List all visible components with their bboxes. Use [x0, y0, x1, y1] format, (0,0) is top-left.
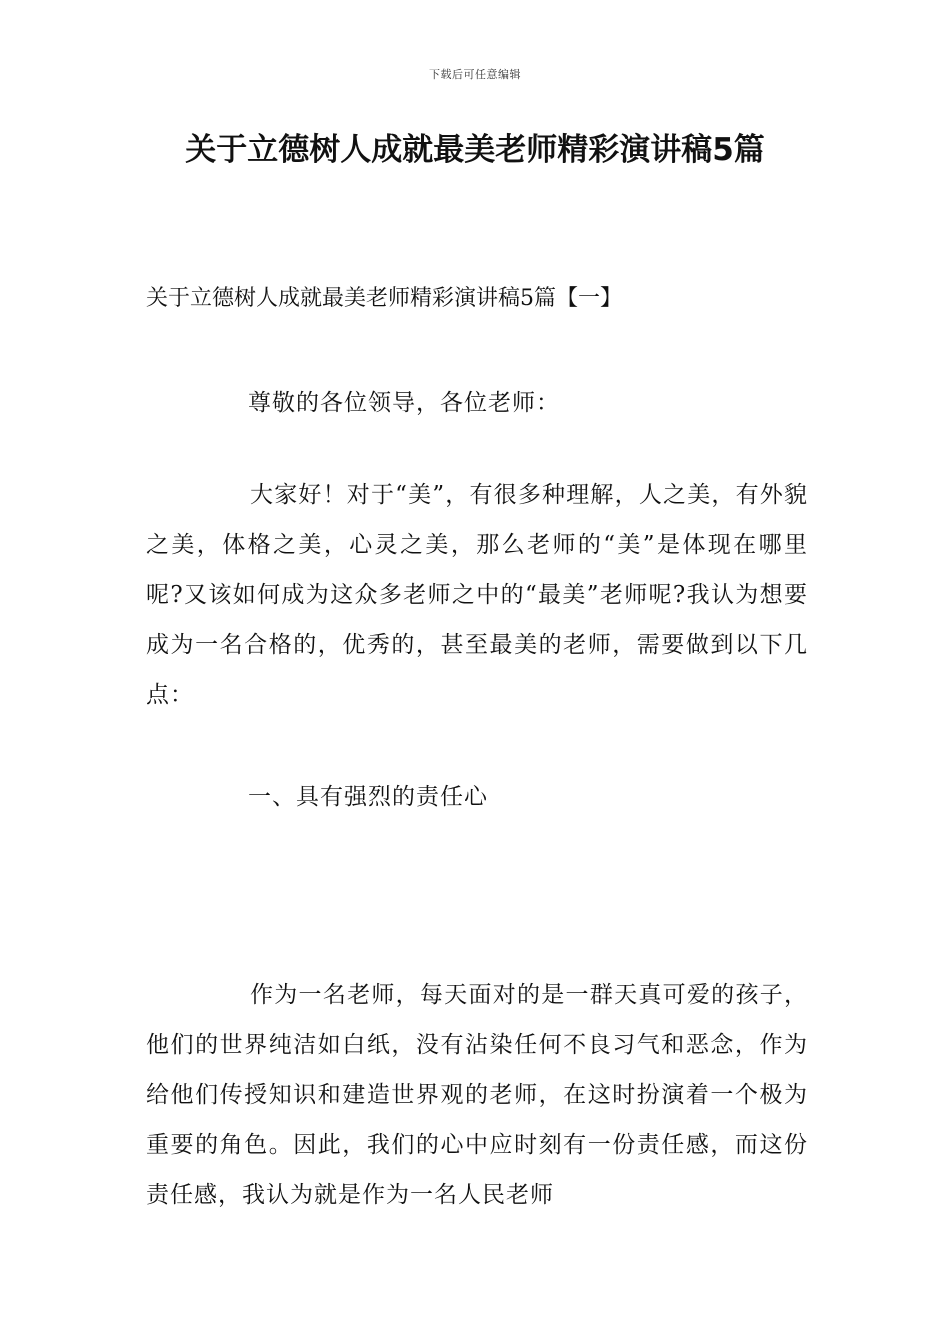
- greeting-paragraph: 尊敬的各位领导，各位老师：: [248, 390, 560, 416]
- body-paragraph-1: 大家好！对于“美”，有很多种理解，人之美，有外貌之美，体格之美，心灵之美，那么老师的“美”是体现在哪里呢?又该如何成为这众多老师之中的“最美”老师呢?我认为想要成为一名合格的，优秀的，甚至最美的老师，需要做到以下几点：: [146, 482, 808, 708]
- heading-responsibility: 一、具有强烈的责任心: [248, 784, 488, 810]
- section-title: 关于立德树人成就最美老师精彩演讲稿5篇【一】: [146, 286, 622, 311]
- document-title: 关于立德树人成就最美老师精彩演讲稿5篇: [185, 132, 765, 168]
- body-paragraph-2: 作为一名老师，每天面对的是一群天真可爱的孩子，他们的世界纯洁如白纸，没有沾染任何不良习气和恶念，作为给他们传授知识和建造世界观的老师，在这时扮演着一个极为重要的角色。因此，我们的心中应时刻有一份责任感，而这份责任感，我认为就是作为一名人民老师: [146, 982, 808, 1208]
- header-note: 下载后可任意编辑: [429, 68, 521, 81]
